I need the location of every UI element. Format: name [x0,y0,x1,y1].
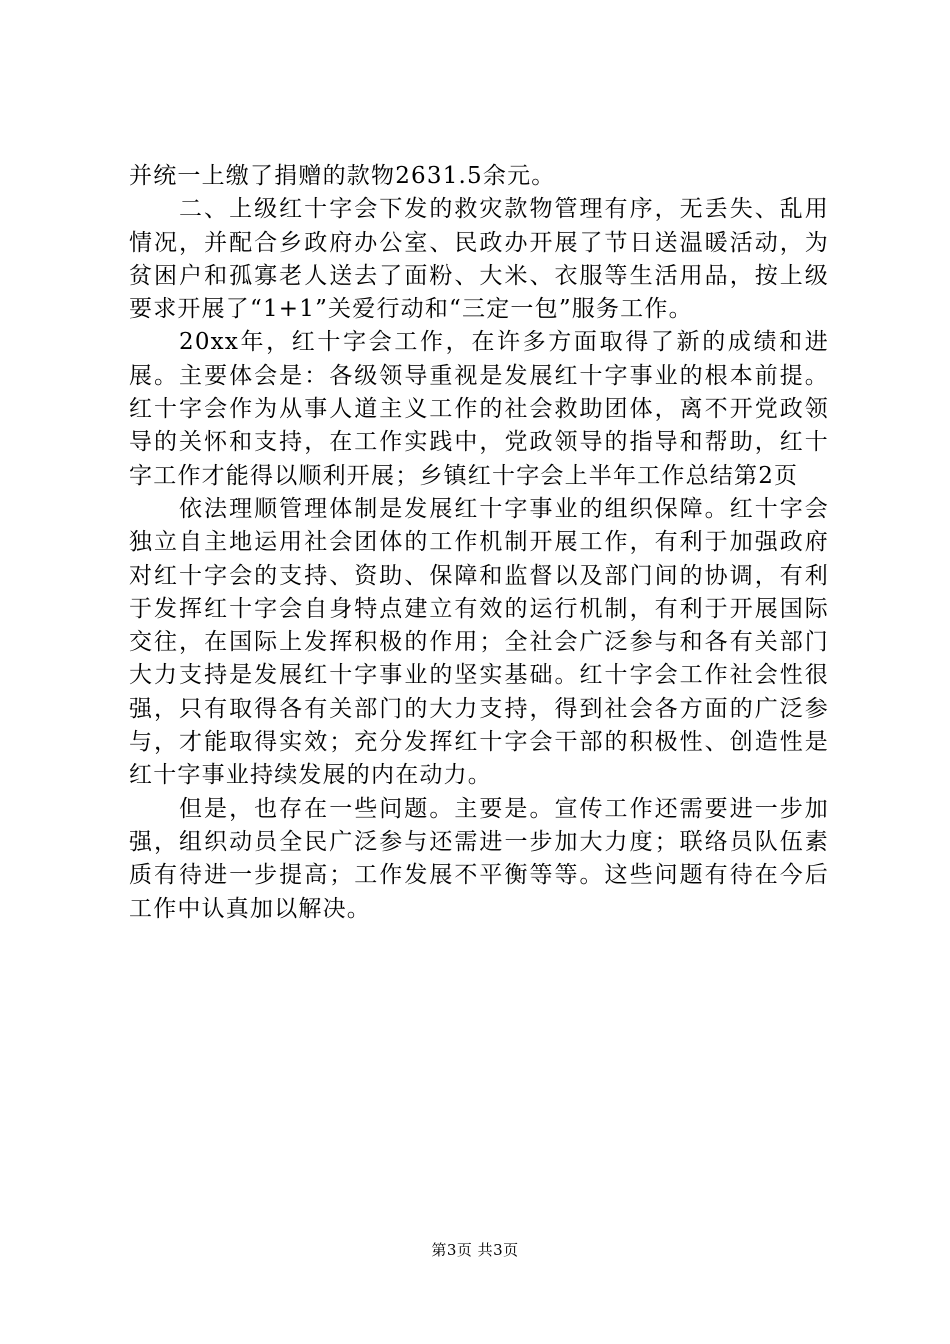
document-body [129,160,829,926]
paragraph-4: 依法理顺管理体制是发展红十字事业的组织保障。红十字会独立自主地运用社会团体的工作机制开展工作，有利于加强政府对红十字会的支持、资助、保障和监督以及部门间的协调，有利于发挥红十字会自身特点建立有效的运行机制，有利于开展国际交往，在国际上发挥积极的作用；全社会广泛参与和各有关部门大力支持是发展红十字事业的坚实基础。红十字会工作社会性很强，只有取得各有关部门的大力支持，得到社会各方面的广泛参与，才能取得实效；充分发挥红十字会干部的积极性、创造性是红十字事业持续发展的内在动力。 [129,495,829,789]
paragraph-3: 20xx年，红十字会工作，在许多方面取得了新的成绩和进展。主要体会是：各级领导重视是发展红十字事业的根本前提。红十字会作为从事人道主义工作的社会救助团体，离不开党政领导的关怀和支持，在工作实践中，党政领导的指导和帮助，红十字工作才能得以顺利开展；乡镇红十字会上半年工作总结第2页 [129,329,829,489]
page-footer [0,1240,950,1260]
paragraph-5: 但是，也存在一些问题。主要是。宣传工作还需要进一步加强，组织动员全民广泛参与还需进一步加大力度；联络员队伍素质有待进一步提高；工作发展不平衡等等。这些问题有待在今后工作中认真加以解决。 [129,795,829,922]
paragraph-1: 并统一上缴了捐赠的款物2631.5余元。 [129,163,556,189]
page-number: 第3页 共3页 [431,1241,519,1259]
paragraph-2: 二、上级红十字会下发的救灾款物管理有序，无丢失、乱用情况，并配合乡政府办公室、民政办开展了节日送温暖活动，为贫困户和孤寡老人送去了面粉、大米、衣服等生活用品，按上级要求开展了“1+1”关爱行动和“三定一包”服务工作。 [129,196,829,323]
